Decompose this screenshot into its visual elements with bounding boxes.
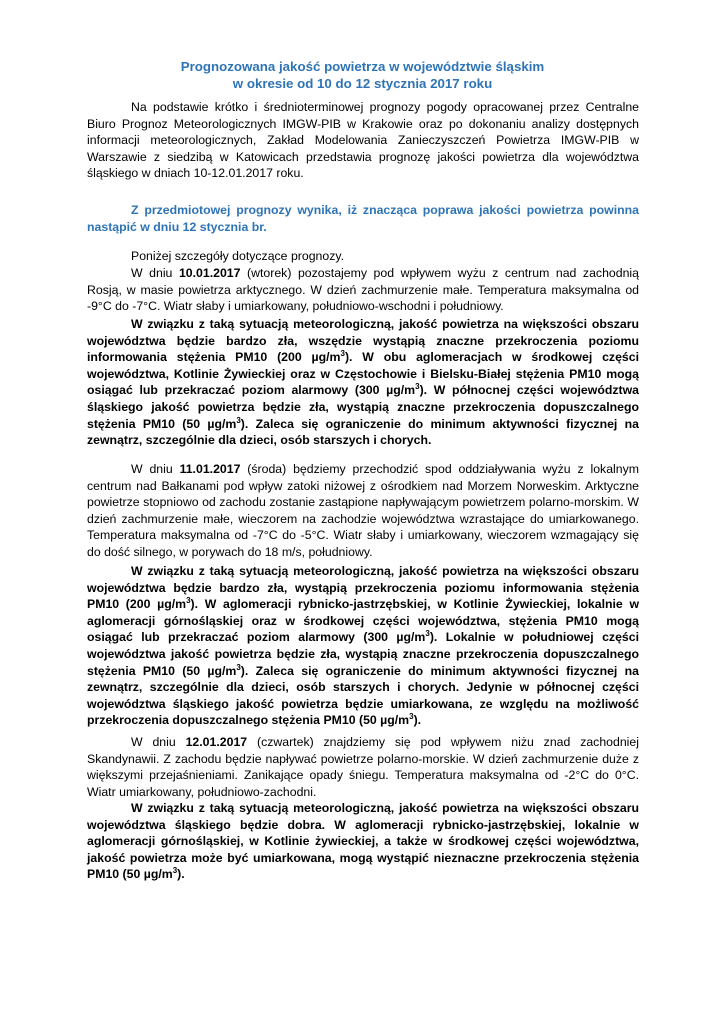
day2-aq-part-e: ). bbox=[413, 713, 422, 728]
day3-weather-paragraph bbox=[87, 734, 639, 800]
day1-date: 10.01.2017 bbox=[178, 266, 241, 280]
day2-date: 11.01.2017 bbox=[179, 462, 241, 476]
highlight-paragraph: Z przedmiotowej prognozy wynika, iż znacząca poprawa jakości powietrza powinna nastąpić w dniu 12 stycznia br. bbox=[87, 203, 639, 234]
intro-paragraph: Na podstawie krótko i średnioterminowej prognozy pogody opracowanej przez Centralne Biuro Prognoz Meteorologicznych IMGW-PIB w Krakowie oraz po dokonaniu analizy dostępnych informacji meteorologicznych, Zakład Modelowania Zanieczyszczeń Powietrza IMGW-PIB w Warszawie z siedzibą w Katowicach przedstawia prognozę jakości powietrza dla województwa śląskiego w dniach 10-12.01.2017 roku. bbox=[87, 100, 639, 181]
day2-weather-text: (środa) będziemy przechodzić spod oddziaływania wyżu z lokalnym centrum nad Bałkanami pod wpływ zatoki niżowej z ośrodkiem nad Morzem Norweskim. Arktyczne powietrze stopniowo od zachodu zostanie zastąpione napływającym powietrzem polarno-morskim. W dzień zachmurzenie małe, wieczorem na zachodzie województwa wzrastające do umiarkowanego. Temperatura maksymalna od -7°C do -5°C. Wiatr słaby i umiarkowany, wieczorem wzmagający się do dość silnego, w porywach do 18 m/s, południowy. bbox=[87, 462, 639, 559]
day1-weather-paragraph bbox=[87, 265, 639, 315]
day1-aq-part-b: ). W obu aglomeracjach w środkowej części województwa, Kotlinie Żywieckiej oraz w Częstochowie i Bielsku-Białej stężenia PM10 mogą osiągać lub przekraczać poziom alarmowy (300 µg/m bbox=[87, 350, 640, 398]
unit-superscript: 3 bbox=[236, 662, 241, 672]
day2-air-quality-paragraph bbox=[87, 563, 639, 729]
title-line-1: Prognozowana jakość powietrza w województwie śląskim bbox=[180, 59, 545, 74]
day1-air-quality-paragraph bbox=[87, 316, 639, 449]
day2-pre: W dniu bbox=[131, 462, 180, 476]
day3-weather-text: (czwartek) znajdziemy się pod wpływem niżu znad zachodniej Skandynawii. Z zachodu będzie napływać powietrze polarno-morskie. W dzień zachmurzenie duże z większymi przejaśnieniami. Zanikające opady śniegu. Temperatura maksymalna od -2°C do 0°C. Wiatr umiarkowany, południowo-zachodni. bbox=[87, 735, 639, 799]
unit-superscript: 3 bbox=[409, 712, 414, 722]
day2-aq-part-d: ). Zaleca się ograniczenie do minimum aktywności fizycznej na zewnątrz, szczególnie dla dzieci, osób starszych i chorych. Jedynie w północnej części województwa śląskiego jakość powietrza będzie umiarkowana, ze względu na możliwość przekroczenia dopuszczalnego stężenia PM10 (50 µg/m bbox=[87, 663, 640, 728]
unit-superscript: 3 bbox=[172, 866, 178, 876]
unit-superscript: 3 bbox=[415, 382, 420, 392]
day1-aq-part-a: W związku z taką sytuacją meteorologiczną, jakość powietrza na większości obszaru województwa będzie bardzo zła, wszędzie wystąpią znaczne przekroczenia poziomu informowania stężenia PM10 (200 µg/m bbox=[87, 317, 639, 365]
day1-weather-text: (wtorek) pozostajemy pod wpływem wyżu z centrum nad zachodnią Rosją, w masie powietrza arktycznego. W dzień zachmurzenie małe. Temperatura maksymalna od -9°C do -7°C. Wiatr słaby i umiarkowany, południowo-wschodni i południowy. bbox=[87, 266, 639, 314]
day1-aq-part-d: ). Zaleca się ograniczenie do minimum aktywności fizycznej na zewnątrz, szczególnie dla dzieci, osób starszych i chorych. bbox=[87, 416, 640, 448]
day3-aq-part-a: W związku z taką sytuacją meteorologiczną, jakość powietrza na większości obszaru województwa śląskiego będzie dobra. W aglomeracji rybnicko-jastrzębskiej, lokalnie w aglomeracji górnośląskiej, w Kotlinie żywieckiej, a także w środkowej części województwa, jakość powietrza może być umiarkowana, mogą wystąpić nieznaczne przekroczenia stężenia PM10 (50 µg/m bbox=[87, 801, 639, 882]
day1-pre: W dniu bbox=[131, 266, 179, 280]
day2-weather-paragraph bbox=[87, 461, 639, 561]
unit-superscript: 3 bbox=[340, 349, 345, 359]
details-intro: Poniżej szczegóły dotyczące prognozy. bbox=[131, 249, 345, 263]
day3-date: 12.01.2017 bbox=[185, 735, 248, 749]
day1-aq-part-c: ). W północnej części województwa śląskiego jakość powietrza będzie zła, wystąpią znaczne przekroczenia dopuszczalnego stężenia PM10 (50 µg/m bbox=[87, 383, 639, 431]
day2-aq-part-b: ). W aglomeracji rybnicko-jastrzębskiej, w Kotlinie Żywieckiej, lokalnie w aglomeracji górnośląskiej oraz w środkowej części województwa, stężenia PM10 mogą osiągać lub przekraczać poziom alarmowy (300 µg/m bbox=[87, 597, 640, 645]
day3-pre: W dniu bbox=[131, 735, 186, 749]
unit-superscript: 3 bbox=[425, 629, 430, 639]
day2-aq-part-a: W związku z taką sytuacją meteorologiczną, jakość powietrza na większości obszaru województwa będzie bardzo zła, wystąpią przekroczenia poziomu informowania stężenia PM10 (200 µg/m bbox=[87, 564, 639, 612]
document-title bbox=[90, 58, 635, 92]
day3-air-quality-paragraph bbox=[87, 800, 639, 883]
day3-aq-part-b: ). bbox=[177, 867, 185, 882]
unit-superscript: 3 bbox=[236, 415, 241, 425]
day2-aq-part-c: ). Lokalnie w południowej części województwa jakość powietrza będzie zła, wystąpią znaczne przekroczenia dopuszczalnego stężenia PM10 (50 µg/m bbox=[87, 630, 640, 678]
title-line-2: w okresie od 10 do 12 stycznia 2017 roku bbox=[232, 76, 493, 91]
unit-superscript: 3 bbox=[186, 596, 191, 606]
